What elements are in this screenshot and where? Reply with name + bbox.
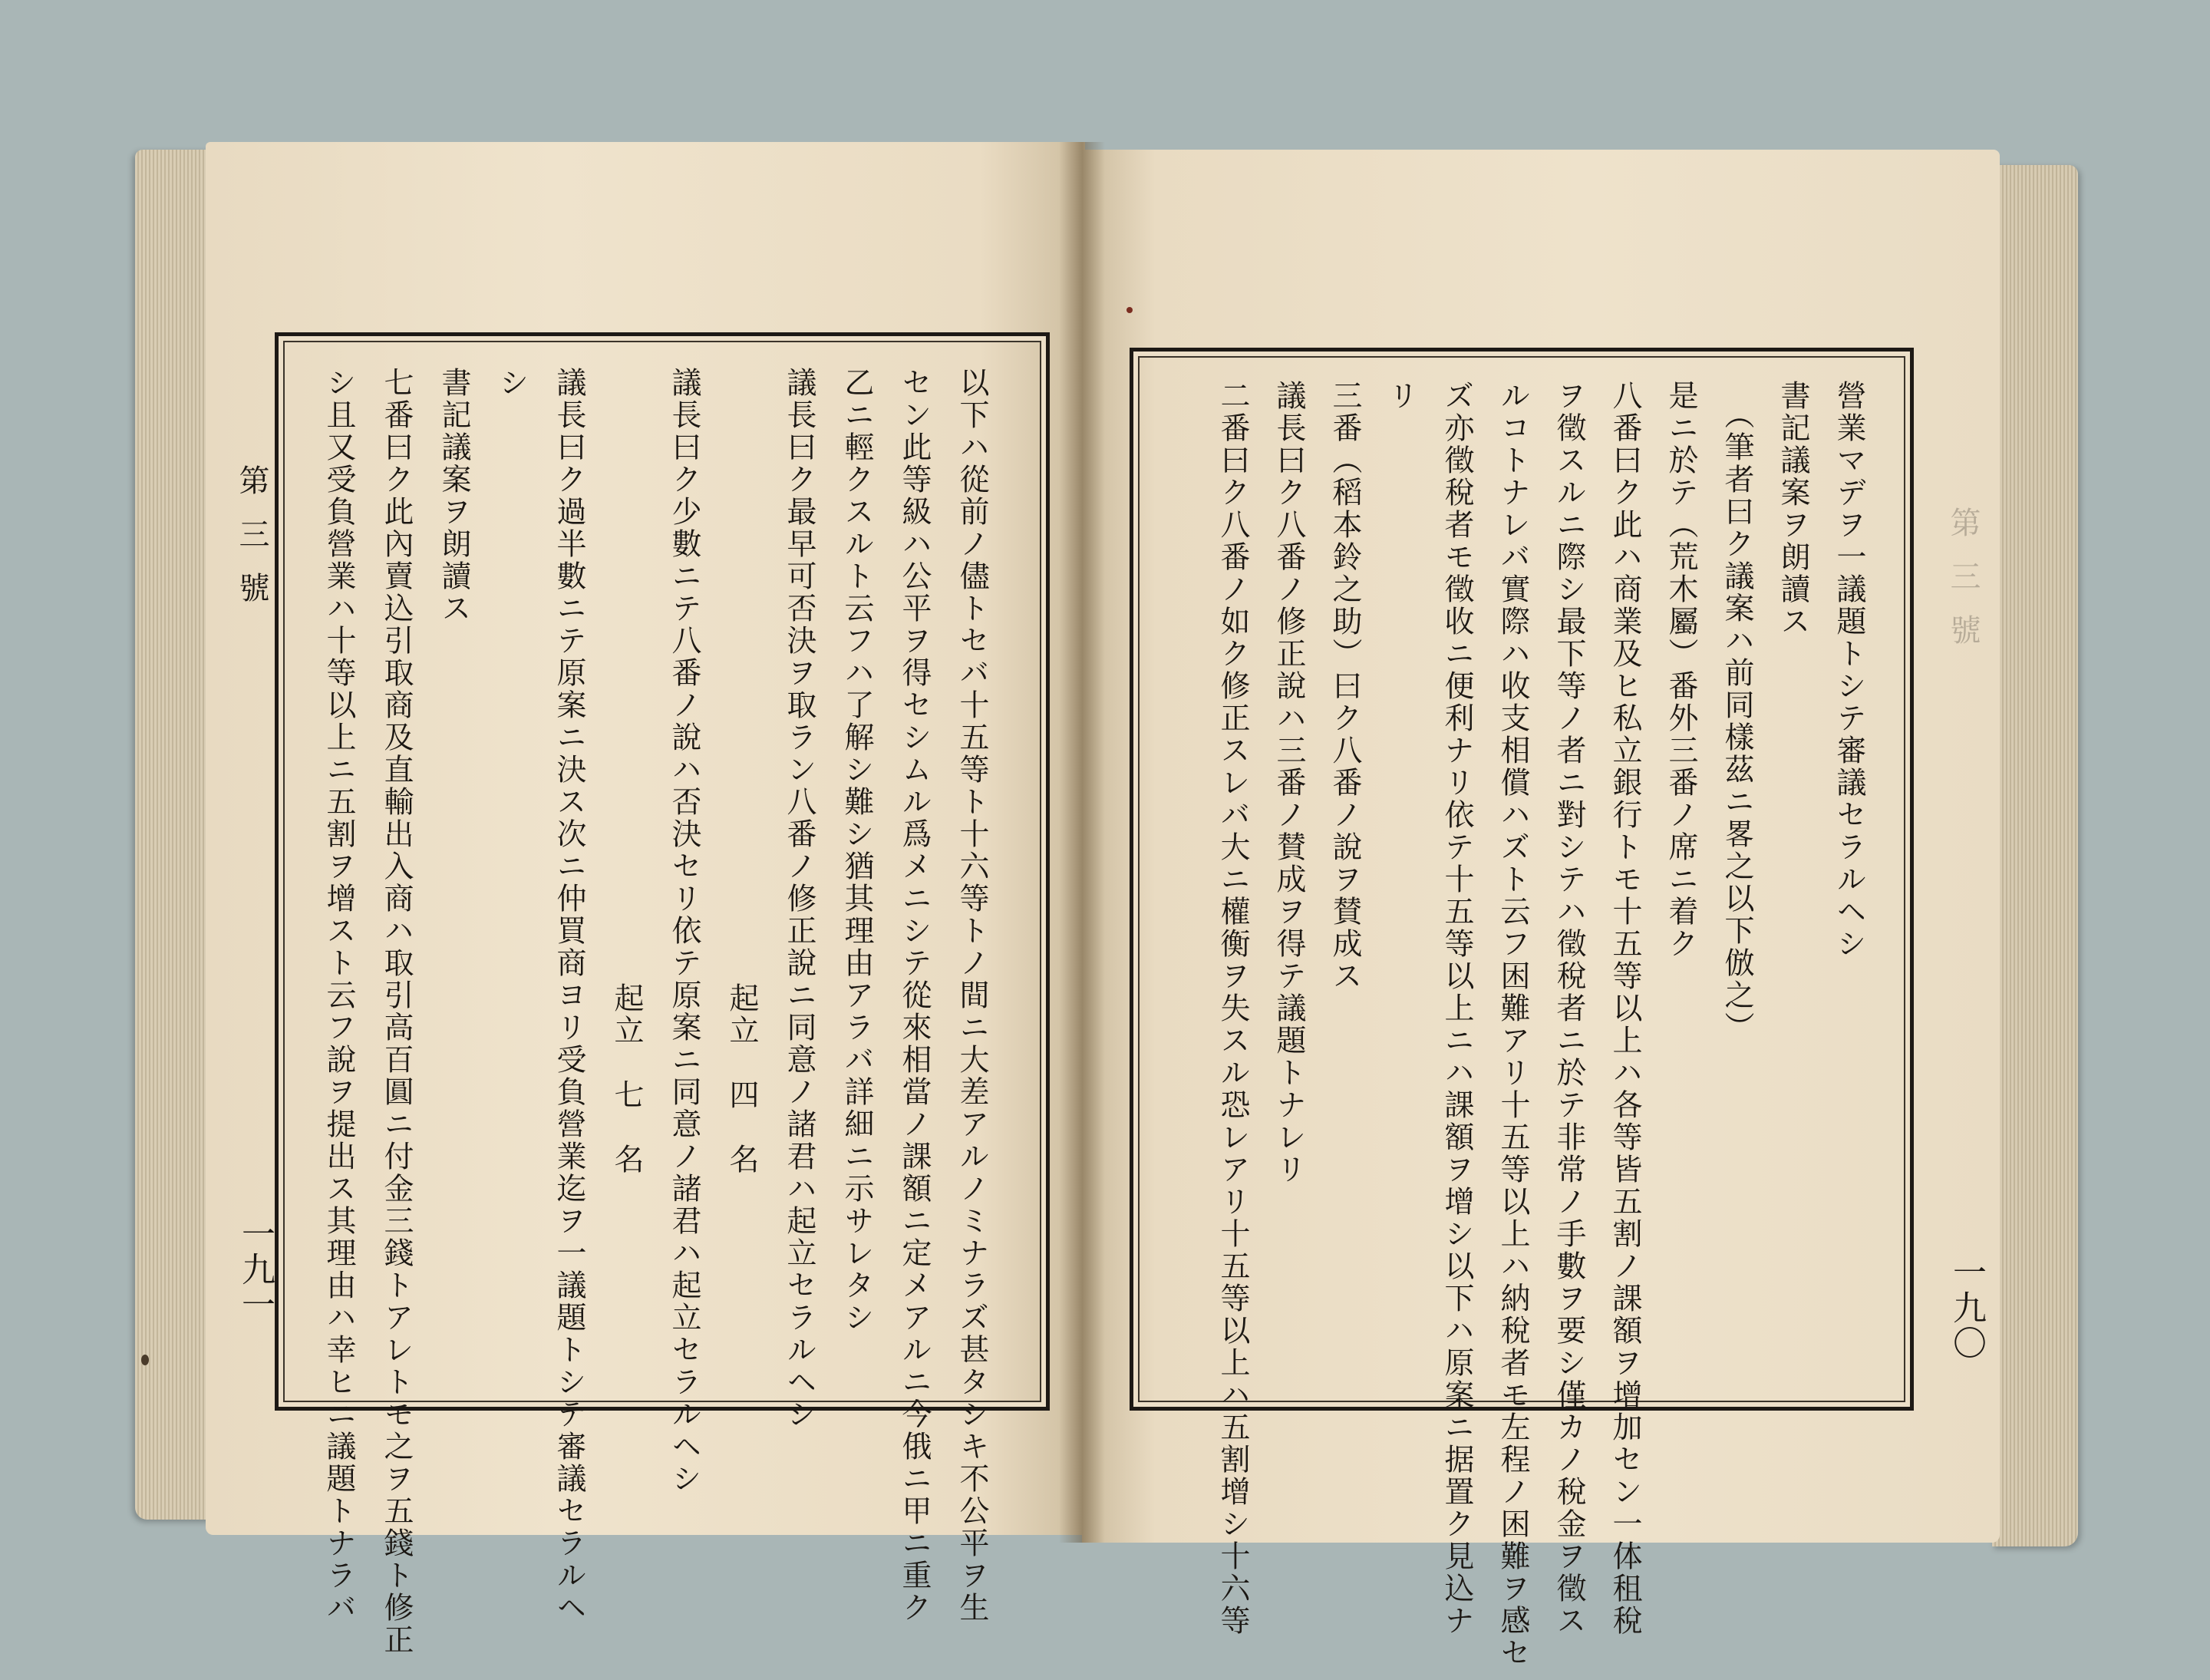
right-column-12: 二番曰ク八番ノ如ク修正スレバ大ニ權衡ヲ失スル恐レアリ十五等以上ハ五割增シ十六等 (1216, 380, 1250, 1637)
right-column-4: 是ニ於テ（荒木屬）番外三番ノ席ニ着ク (1664, 380, 1698, 960)
right-column-3: （筆者曰ク議案ハ前同樣茲ニ畧之以下倣之） (1720, 399, 1754, 1044)
right-column-2: 書記議案ヲ朗讀ス (1776, 380, 1810, 638)
left-column-6: 議長曰ク少數ニテ八番ノ說ハ否決セリ依テ原案ニ同意ノ諸君ハ起立セラルヘシ (667, 367, 701, 1495)
right-column-11: 議長曰ク八番ノ修正說ハ三番ノ賛成ヲ得テ議題トナレリ (1272, 380, 1306, 1186)
left-column-12: シ且又受負營業ハ十等以上ニ五割ヲ增スト云フ說ヲ提出ス其理由ハ幸ヒニ議題トナラバ (322, 367, 356, 1624)
right-column-1: 營業マデヲ一議題トシテ審議セラルヘシ (1832, 380, 1866, 960)
left-column-4: 議長曰ク最早可否決ヲ取ラン八番ノ修正說ニ同意ノ諸君ハ起立セラルヘシ (782, 367, 816, 1431)
right-column-6: ヲ徵スルニ際シ最下等ノ者ニ對シテハ徵稅者ニ於テ非常ノ手數ヲ要シ僅カノ稅金ヲ徵ス (1552, 380, 1586, 1637)
left-page-edges (135, 150, 216, 1520)
left-column-9: シ (494, 367, 529, 399)
right-column-10: 三番（稻本鈴之助）曰ク八番ノ說ヲ賛成ス (1328, 380, 1362, 992)
right-column-8: ズ亦徵稅者モ徵收ニ便利ナリ依テ十五等以上ニハ課額ヲ增シ以下ハ原案ニ据置ク見込ナ (1440, 380, 1474, 1637)
right-page-edges (1992, 165, 2078, 1546)
right-column-7: ルコトナレバ實際ハ收支相償ハズト云フ困難アリ十五等以上ハ納稅者モ左程ノ困難ヲ感セ (1496, 380, 1530, 1669)
left-page-number: 一九一 (236, 1216, 275, 1322)
left-column-8: 議長曰ク過半數ニテ原案ニ決ス次ニ仲買商ヨリ受負營業迄ヲ一議題トシテ審議セラルヘ (552, 367, 586, 1624)
left-column-2: セン此等級ハ公平ヲ得セシムル爲メニシテ從來相當ノ課額ニ定メアルニ今俄ニ甲ニ重ク (897, 367, 932, 1624)
paper-mark (141, 1355, 149, 1365)
left-column-10: 書記議案ヲ朗讀ス (437, 367, 471, 625)
left-column-3: 乙ニ輕クスルト云フハ了解シ難シ猶其理由アラバ詳細ニ示サレタシ (839, 367, 874, 1334)
right-running-head: 第三號 (1945, 507, 1981, 668)
left-column-7: 起立 七 名 (609, 982, 644, 1176)
left-running-head: 第三號 (234, 464, 269, 625)
right-column-9: リ (1384, 380, 1418, 412)
right-column-5: 八番曰ク此ハ商業及ヒ私立銀行トモ十五等以上ハ各等皆五割ノ課額ヲ增加セン一体租稅 (1608, 380, 1642, 1637)
right-page-number: 一九〇 (1947, 1255, 1986, 1361)
left-column-1: 以下ハ從前ノ儘トセバ十五等ト十六等トノ間ニ大差アルノミナラズ甚タシキ不公平ヲ生 (955, 367, 989, 1624)
left-column-11: 七番曰ク此內賣込引取商及直輸出入商ハ取引高百圓ニ付金三錢トアレトモ之ヲ五錢ト修正 (379, 367, 414, 1656)
book-gutter (1059, 142, 1105, 1543)
ink-spot (1126, 307, 1133, 313)
left-column-5: 起立 四 名 (724, 982, 759, 1176)
